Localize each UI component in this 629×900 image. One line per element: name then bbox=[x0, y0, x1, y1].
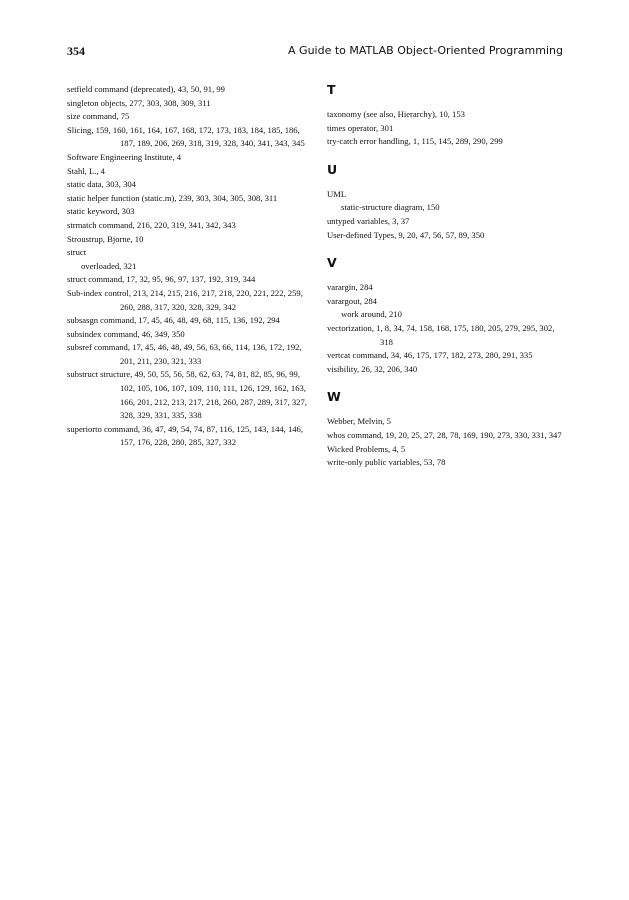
index-entry: User-defined Types, 9, 20, 47, 56, 57, 89, 350 bbox=[327, 229, 485, 240]
index-entry: vectorization, 1, 8, 34, 74, 158, 168, 175, 180, 205, 279, 295, 302, 318 bbox=[327, 322, 555, 347]
index-entry: subsindex command, 46, 349, 350 bbox=[67, 328, 185, 339]
page-number: 354 bbox=[67, 44, 85, 58]
section-letter-v: V bbox=[327, 255, 337, 271]
section-letter-u: U bbox=[327, 161, 338, 177]
index-entry: strmatch command, 216, 220, 319, 341, 342, 343 bbox=[67, 219, 236, 230]
index-left-column bbox=[67, 83, 307, 450]
index-entry: taxonomy (see also, Hierarchy), 10, 153 bbox=[327, 109, 465, 119]
index-entry: varargout, 284 bbox=[327, 295, 377, 306]
index-entry: struct command, 17, 32, 95, 96, 97, 137, 192, 319, 344 bbox=[67, 274, 256, 285]
index-entry: Stahl, L., 4 bbox=[67, 165, 105, 176]
index-entry: varargin, 284 bbox=[327, 282, 373, 293]
index-entry: subsasgn command, 17, 45, 46, 48, 49, 68, 115, 136, 192, 294 bbox=[67, 315, 280, 326]
index-subentry: work around, 210 bbox=[341, 309, 402, 320]
index-entry: times operator, 301 bbox=[327, 122, 394, 133]
index-entry: superiorto command, 36, 47, 49, 54, 74, 87, 116, 125, 143, 144, 146, 157, 176, 228, 280, 285, 327, 332 bbox=[67, 423, 303, 448]
index-entry: try-catch error handling, 1, 115, 145, 289, 290, 299 bbox=[327, 136, 503, 147]
index-entry: static helper function (static.m), 239, 303, 304, 305, 308, 311 bbox=[67, 192, 278, 203]
index-subentry: overloaded, 321 bbox=[81, 260, 137, 271]
index-entry: Stroustrup, Bjorne, 10 bbox=[67, 233, 144, 244]
section-letter-t: T bbox=[327, 82, 336, 97]
index-entry: static data, 303, 304 bbox=[67, 179, 136, 190]
index-entry: vertcat command, 34, 46, 175, 177, 182, 273, 280, 291, 335 bbox=[327, 350, 533, 361]
index-entry: struct bbox=[67, 247, 87, 258]
index-entry: size command, 75 bbox=[67, 111, 130, 122]
index-entry: Slicing, 159, 160, 161, 164, 167, 168, 172, 173, 183, 184, 185, 186, 187, 189, 206, 269, 318, 319, 328, 340, 341, 343, 345 bbox=[67, 124, 305, 149]
running-head-title: A Guide to MATLAB Object-Oriented Programming bbox=[288, 44, 563, 57]
index-entry: visibility, 26, 32, 206, 340 bbox=[327, 363, 418, 374]
index-entry: UML bbox=[327, 188, 347, 199]
index-entry: setfield command (deprecated), 43, 50, 91, 99 bbox=[67, 84, 225, 94]
index-subentry: static-structure diagram, 150 bbox=[341, 202, 440, 213]
index-entry: singleton objects, 277, 303, 308, 309, 311 bbox=[67, 97, 211, 108]
index-entry: write-only public variables, 53, 78 bbox=[327, 457, 446, 468]
section-letter-w: W bbox=[327, 389, 341, 405]
index-entry: Sub-index control, 213, 214, 215, 216, 217, 218, 220, 221, 222, 259, 260, 288, 317, 320, 328, 329, 342 bbox=[67, 287, 303, 312]
index-entry: substruct structure, 49, 50, 55, 56, 58, 62, 63, 74, 81, 82, 85, 96, 99, 102, 105, 106, 107, 109, 110, 111, 126, 129, 162, 163, 166, 201, 212, 213, 217, 218, 260, 287, 289, 317, 327, 328, 329, 331, 335, 338 bbox=[67, 369, 307, 421]
index-entry: whos command, 19, 20, 25, 27, 28, 78, 169, 190, 273, 330, 331, 347 bbox=[327, 429, 562, 440]
index-right-column bbox=[327, 83, 567, 470]
index-entry: Wicked Problems, 4, 5 bbox=[327, 443, 406, 454]
index-entry: Software Engineering Institute, 4 bbox=[67, 151, 182, 162]
index-entry: subsref command, 17, 45, 46, 48, 49, 56, 63, 66, 114, 136, 172, 192, 201, 211, 230, 321, 333 bbox=[67, 342, 302, 366]
index-entry: untyped variables, 3, 37 bbox=[327, 215, 410, 226]
index-entry: Webber, Melvin, 5 bbox=[327, 416, 391, 427]
index-entry: static keyword, 303 bbox=[67, 206, 135, 217]
